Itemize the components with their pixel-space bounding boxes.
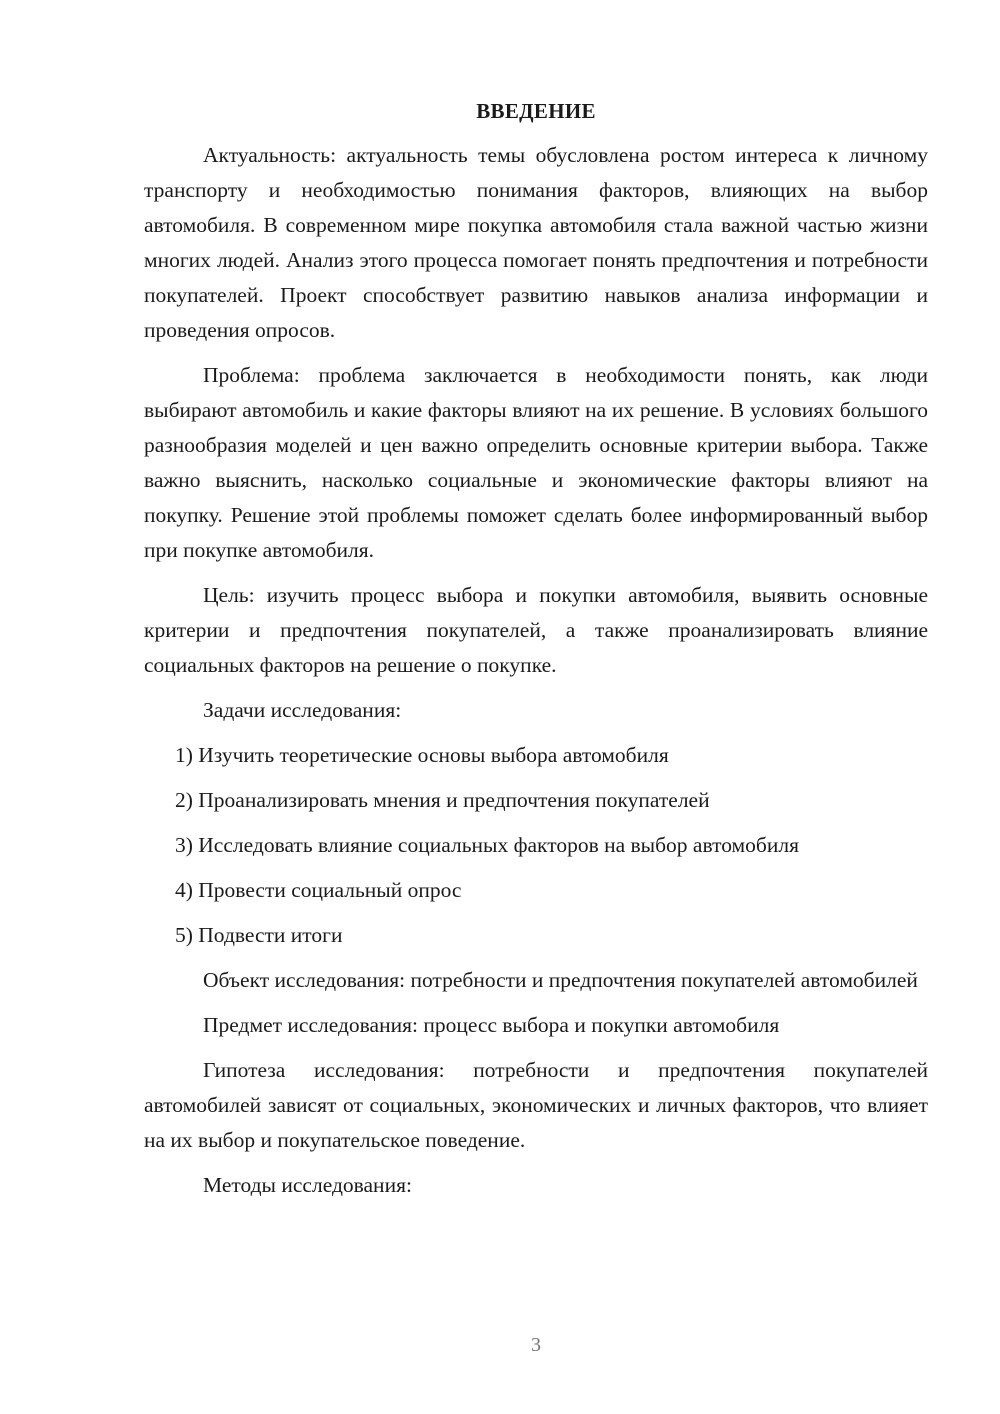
hypothesis-paragraph: Гипотеза исследования: потребности и предпочтения покупателей автомобилей зависят от социальных, экономических и личных факторов, что влияет на их выбор и покупательское поведение. <box>144 1058 928 1152</box>
goal-paragraph: Цель: изучить процесс выбора и покупки автомобиля, выявить основные критерии и предпочтения покупателей, а также проанализировать влияние социальных факторов на решение о покупке. <box>144 583 928 677</box>
methods-heading: Методы исследования: <box>203 1173 412 1197</box>
list-item: 1) Изучить теоретические основы выбора автомобиля <box>175 743 669 767</box>
tasks-list <box>144 738 928 953</box>
page-number: 3 <box>531 1334 541 1356</box>
subject-paragraph: Предмет исследования: процесс выбора и покупки автомобиля <box>203 1013 780 1037</box>
tasks-heading: Задачи исследования: <box>203 698 402 722</box>
list-item: 5) Подвести итоги <box>175 923 343 947</box>
relevance-paragraph: Актуальность: актуальность темы обусловлена ростом интереса к личному транспорту и необходимостью понимания факторов, влияющих на выбор автомобиля. В современном мире покупка автомобиля стала важной частью жизни многих людей. Анализ этого процесса помогает понять предпочтения и потребности покупателей. Проект способствует развитию навыков анализа информации и проведения опросов. <box>144 143 928 342</box>
problem-paragraph: Проблема: проблема заключается в необходимости понять, как люди выбирают автомобиль и какие факторы влияют на их решение. В условиях большого разнообразия моделей и цен важно определить основные критерии выбора. Также важно выяснить, насколько социальные и экономические факторы влияют на покупку. Решение этой проблемы поможет сделать более информированный выбор при покупке автомобиля. <box>144 363 928 562</box>
list-item: 3) Исследовать влияние социальных факторов на выбор автомобиля <box>175 833 799 857</box>
list-item: 2) Проанализировать мнения и предпочтения покупателей <box>175 788 710 812</box>
document-page <box>144 96 928 1213</box>
object-paragraph: Объект исследования: потребности и предпочтения покупателей автомобилей <box>203 968 918 992</box>
page-title: ВВЕДЕНИЕ <box>476 99 596 123</box>
list-item: 4) Провести социальный опрос <box>175 878 462 902</box>
